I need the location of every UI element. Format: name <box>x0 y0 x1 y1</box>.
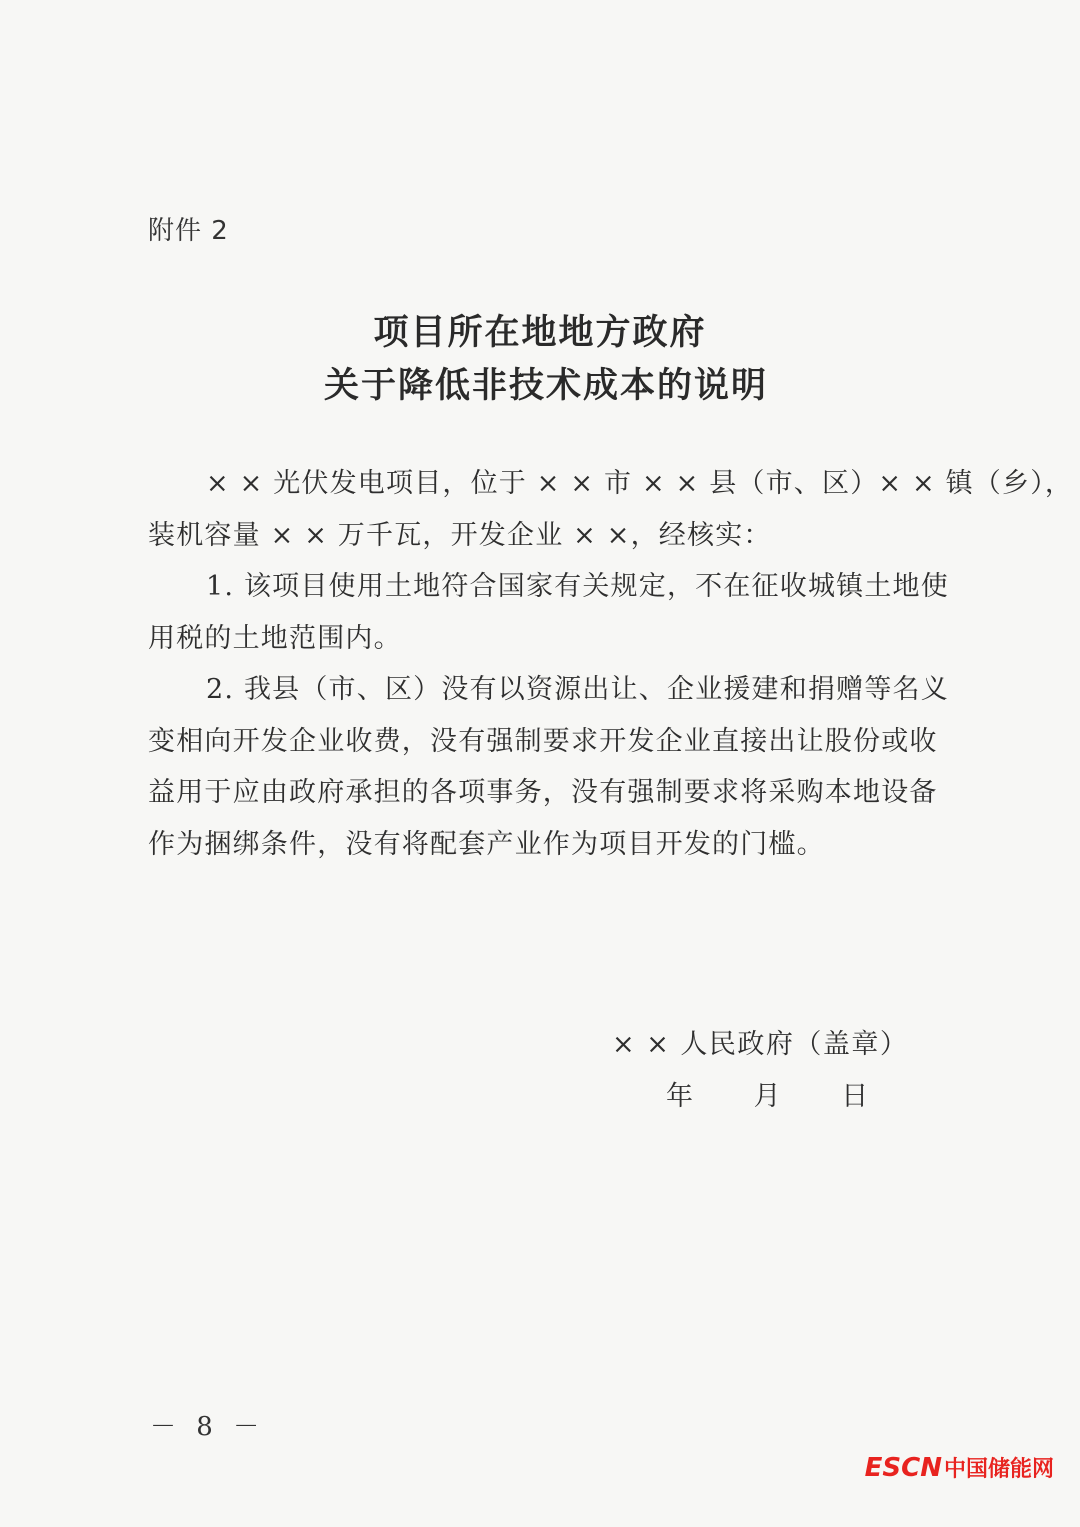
item-2-paragraph <box>148 664 948 870</box>
item-1-paragraph <box>148 561 948 664</box>
intro-line-2: 装机容量 × × 万千瓦，开发企业 × ×，经核实： <box>148 519 772 551</box>
intro-paragraph <box>148 458 1074 561</box>
date-month: 月 <box>753 1081 781 1112</box>
item-2-line-4: 作为捆绑条件，没有将配套产业作为项目开发的门槛。 <box>148 828 825 860</box>
page-number: － 8 － <box>150 1412 266 1442</box>
watermark-brand-cn: 中国储能网 <box>943 1457 1054 1482</box>
item-2-line-3: 益用于应由政府承担的各项事务，没有强制要求将采购本地设备 <box>148 777 938 808</box>
item-1-line-2: 用税的土地范围内。 <box>148 622 402 654</box>
watermark-brand-en: ESCN <box>864 1453 942 1483</box>
title-line-2: 关于降低非技术成本的说明 <box>323 366 768 406</box>
item-1-line-1: 1. 该项目使用土地符合国家有关规定，不在征收城镇土地使 <box>206 571 949 602</box>
item-2-line-1: 2. 我县（市、区）没有以资源出让、企业援建和捐赠等名义 <box>206 674 949 705</box>
date-year: 年 <box>666 1081 693 1112</box>
title-line-1: 项目所在地地方政府 <box>373 313 707 353</box>
intro-line-1: × × 光伏发电项目，位于 × × 市 × × 县（市、区）× × 镇（乡）， <box>206 468 1074 499</box>
date-day: 日 <box>841 1081 869 1112</box>
issuer-signature: × × 人民政府（盖章） <box>612 1029 909 1060</box>
signature-date <box>666 1074 868 1113</box>
escn-watermark-logo <box>865 1452 1054 1483</box>
item-2-line-2: 变相向开发企业收费，没有强制要求开发企业直接出让股份或收 <box>148 725 938 757</box>
attachment-label: 附件 2 <box>148 216 229 246</box>
